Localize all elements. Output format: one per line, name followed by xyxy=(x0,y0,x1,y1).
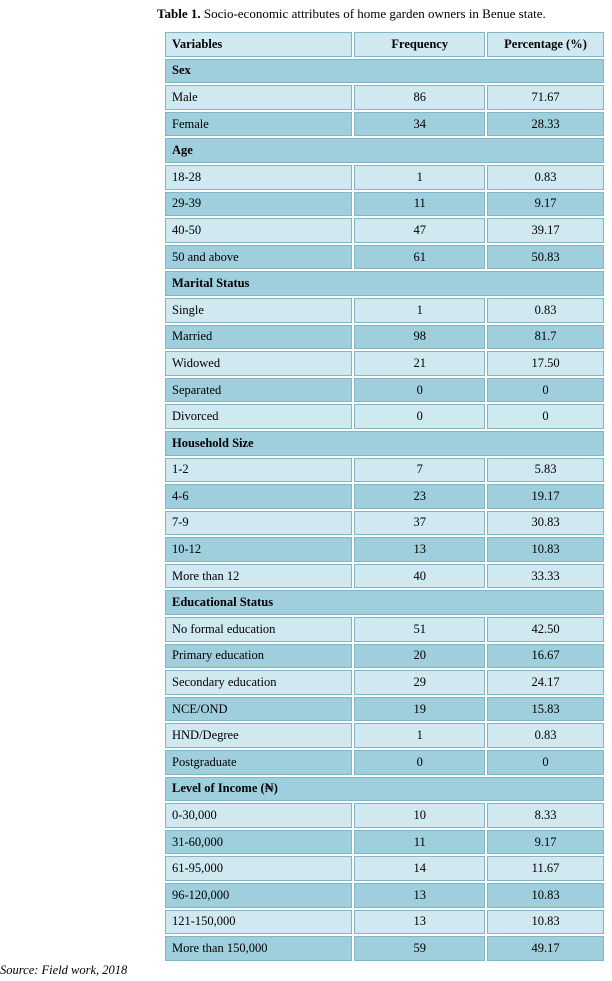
percentage-cell: 71.67 xyxy=(487,85,604,110)
variable-cell: Secondary education xyxy=(165,670,352,695)
table-row xyxy=(165,537,604,562)
table-row xyxy=(165,192,604,217)
frequency-cell: 47 xyxy=(354,218,485,243)
percentage-cell: 49.17 xyxy=(487,936,604,961)
section-row xyxy=(165,271,604,296)
frequency-cell: 51 xyxy=(354,617,485,642)
percentage-cell: 17.50 xyxy=(487,351,604,376)
variable-cell: 50 and above xyxy=(165,245,352,270)
socio-economic-table xyxy=(163,30,606,963)
variable-cell: Divorced xyxy=(165,404,352,429)
frequency-cell: 1 xyxy=(354,723,485,748)
percentage-cell: 10.83 xyxy=(487,537,604,562)
percentage-cell: 9.17 xyxy=(487,830,604,855)
percentage-cell: 5.83 xyxy=(487,458,604,483)
percentage-cell: 15.83 xyxy=(487,697,604,722)
section-label: Household Size xyxy=(165,431,604,456)
variable-cell: 61-95,000 xyxy=(165,856,352,881)
section-label: Marital Status xyxy=(165,271,604,296)
table-row xyxy=(165,856,604,881)
frequency-cell: 29 xyxy=(354,670,485,695)
frequency-cell: 61 xyxy=(354,245,485,270)
variable-cell: HND/Degree xyxy=(165,723,352,748)
frequency-cell: 34 xyxy=(354,112,485,137)
frequency-cell: 11 xyxy=(354,830,485,855)
frequency-cell: 7 xyxy=(354,458,485,483)
percentage-cell: 10.83 xyxy=(487,910,604,935)
variable-cell: More than 150,000 xyxy=(165,936,352,961)
frequency-cell: 1 xyxy=(354,298,485,323)
table-row xyxy=(165,298,604,323)
table-row xyxy=(165,910,604,935)
table-row xyxy=(165,883,604,908)
table-row xyxy=(165,723,604,748)
table-row xyxy=(165,378,604,403)
table-row xyxy=(165,750,604,775)
percentage-cell: 8.33 xyxy=(487,803,604,828)
variable-cell: Female xyxy=(165,112,352,137)
frequency-cell: 19 xyxy=(354,697,485,722)
variable-cell: 18-28 xyxy=(165,165,352,190)
frequency-cell: 10 xyxy=(354,803,485,828)
table-header-row xyxy=(165,32,604,57)
percentage-cell: 19.17 xyxy=(487,484,604,509)
variable-cell: No formal education xyxy=(165,617,352,642)
table-body xyxy=(165,32,604,961)
frequency-cell: 1 xyxy=(354,165,485,190)
variable-cell: 7-9 xyxy=(165,511,352,536)
percentage-cell: 0 xyxy=(487,378,604,403)
frequency-cell: 20 xyxy=(354,644,485,669)
percentage-cell: 81.7 xyxy=(487,325,604,350)
percentage-cell: 0.83 xyxy=(487,723,604,748)
variable-cell: NCE/OND xyxy=(165,697,352,722)
frequency-cell: 13 xyxy=(354,537,485,562)
frequency-cell: 13 xyxy=(354,883,485,908)
section-label: Sex xyxy=(165,59,604,84)
percentage-cell: 0.83 xyxy=(487,165,604,190)
variable-cell: Postgraduate xyxy=(165,750,352,775)
frequency-cell: 0 xyxy=(354,378,485,403)
variable-cell: 0-30,000 xyxy=(165,803,352,828)
variable-cell: 96-120,000 xyxy=(165,883,352,908)
percentage-cell: 16.67 xyxy=(487,644,604,669)
variable-cell: Separated xyxy=(165,378,352,403)
variable-cell: Widowed xyxy=(165,351,352,376)
frequency-cell: 86 xyxy=(354,85,485,110)
percentage-cell: 24.17 xyxy=(487,670,604,695)
variable-cell: 10-12 xyxy=(165,537,352,562)
variable-cell: Single xyxy=(165,298,352,323)
frequency-cell: 59 xyxy=(354,936,485,961)
variable-cell: Married xyxy=(165,325,352,350)
percentage-cell: 11.67 xyxy=(487,856,604,881)
percentage-cell: 33.33 xyxy=(487,564,604,589)
table-caption-label: Table 1. xyxy=(157,6,201,21)
source-note: Source: Field work, 2018 xyxy=(0,963,128,977)
table-caption xyxy=(157,6,612,22)
percentage-cell: 0 xyxy=(487,750,604,775)
frequency-cell: 13 xyxy=(354,910,485,935)
table-row xyxy=(165,218,604,243)
table-caption-text: Socio-economic attributes of home garden owners in Benue state. xyxy=(200,6,546,21)
table-row xyxy=(165,803,604,828)
frequency-cell: 37 xyxy=(354,511,485,536)
table-row xyxy=(165,484,604,509)
variable-cell: Primary education xyxy=(165,644,352,669)
percentage-cell: 42.50 xyxy=(487,617,604,642)
variable-cell: 4-6 xyxy=(165,484,352,509)
table-row xyxy=(165,830,604,855)
frequency-cell: 98 xyxy=(354,325,485,350)
section-label: Age xyxy=(165,138,604,163)
frequency-cell: 14 xyxy=(354,856,485,881)
section-row xyxy=(165,431,604,456)
variable-cell: Male xyxy=(165,85,352,110)
percentage-cell: 0 xyxy=(487,404,604,429)
variable-cell: 31-60,000 xyxy=(165,830,352,855)
table-row xyxy=(165,85,604,110)
variable-cell: 1-2 xyxy=(165,458,352,483)
section-row xyxy=(165,777,604,802)
percentage-cell: 28.33 xyxy=(487,112,604,137)
frequency-cell: 0 xyxy=(354,404,485,429)
percentage-cell: 10.83 xyxy=(487,883,604,908)
section-label: Educational Status xyxy=(165,590,604,615)
section-row xyxy=(165,138,604,163)
table-row xyxy=(165,564,604,589)
section-label: Level of Income (₦) xyxy=(165,777,604,802)
percentage-cell: 9.17 xyxy=(487,192,604,217)
frequency-cell: 11 xyxy=(354,192,485,217)
table-row xyxy=(165,458,604,483)
column-header-variables: Variables xyxy=(165,32,352,57)
table-row xyxy=(165,351,604,376)
column-header-percentage: Percentage (%) xyxy=(487,32,604,57)
variable-cell: 40-50 xyxy=(165,218,352,243)
table-row xyxy=(165,511,604,536)
percentage-cell: 30.83 xyxy=(487,511,604,536)
table-row xyxy=(165,325,604,350)
frequency-cell: 40 xyxy=(354,564,485,589)
section-row xyxy=(165,59,604,84)
frequency-cell: 23 xyxy=(354,484,485,509)
table-row xyxy=(165,404,604,429)
table-row xyxy=(165,697,604,722)
frequency-cell: 21 xyxy=(354,351,485,376)
table-row xyxy=(165,112,604,137)
table-row xyxy=(165,936,604,961)
table-row xyxy=(165,245,604,270)
table-row xyxy=(165,617,604,642)
percentage-cell: 39.17 xyxy=(487,218,604,243)
variable-cell: More than 12 xyxy=(165,564,352,589)
table-row xyxy=(165,165,604,190)
percentage-cell: 50.83 xyxy=(487,245,604,270)
section-row xyxy=(165,590,604,615)
column-header-frequency: Frequency xyxy=(354,32,485,57)
table-row xyxy=(165,644,604,669)
variable-cell: 29-39 xyxy=(165,192,352,217)
percentage-cell: 0.83 xyxy=(487,298,604,323)
frequency-cell: 0 xyxy=(354,750,485,775)
table-row xyxy=(165,670,604,695)
variable-cell: 121-150,000 xyxy=(165,910,352,935)
